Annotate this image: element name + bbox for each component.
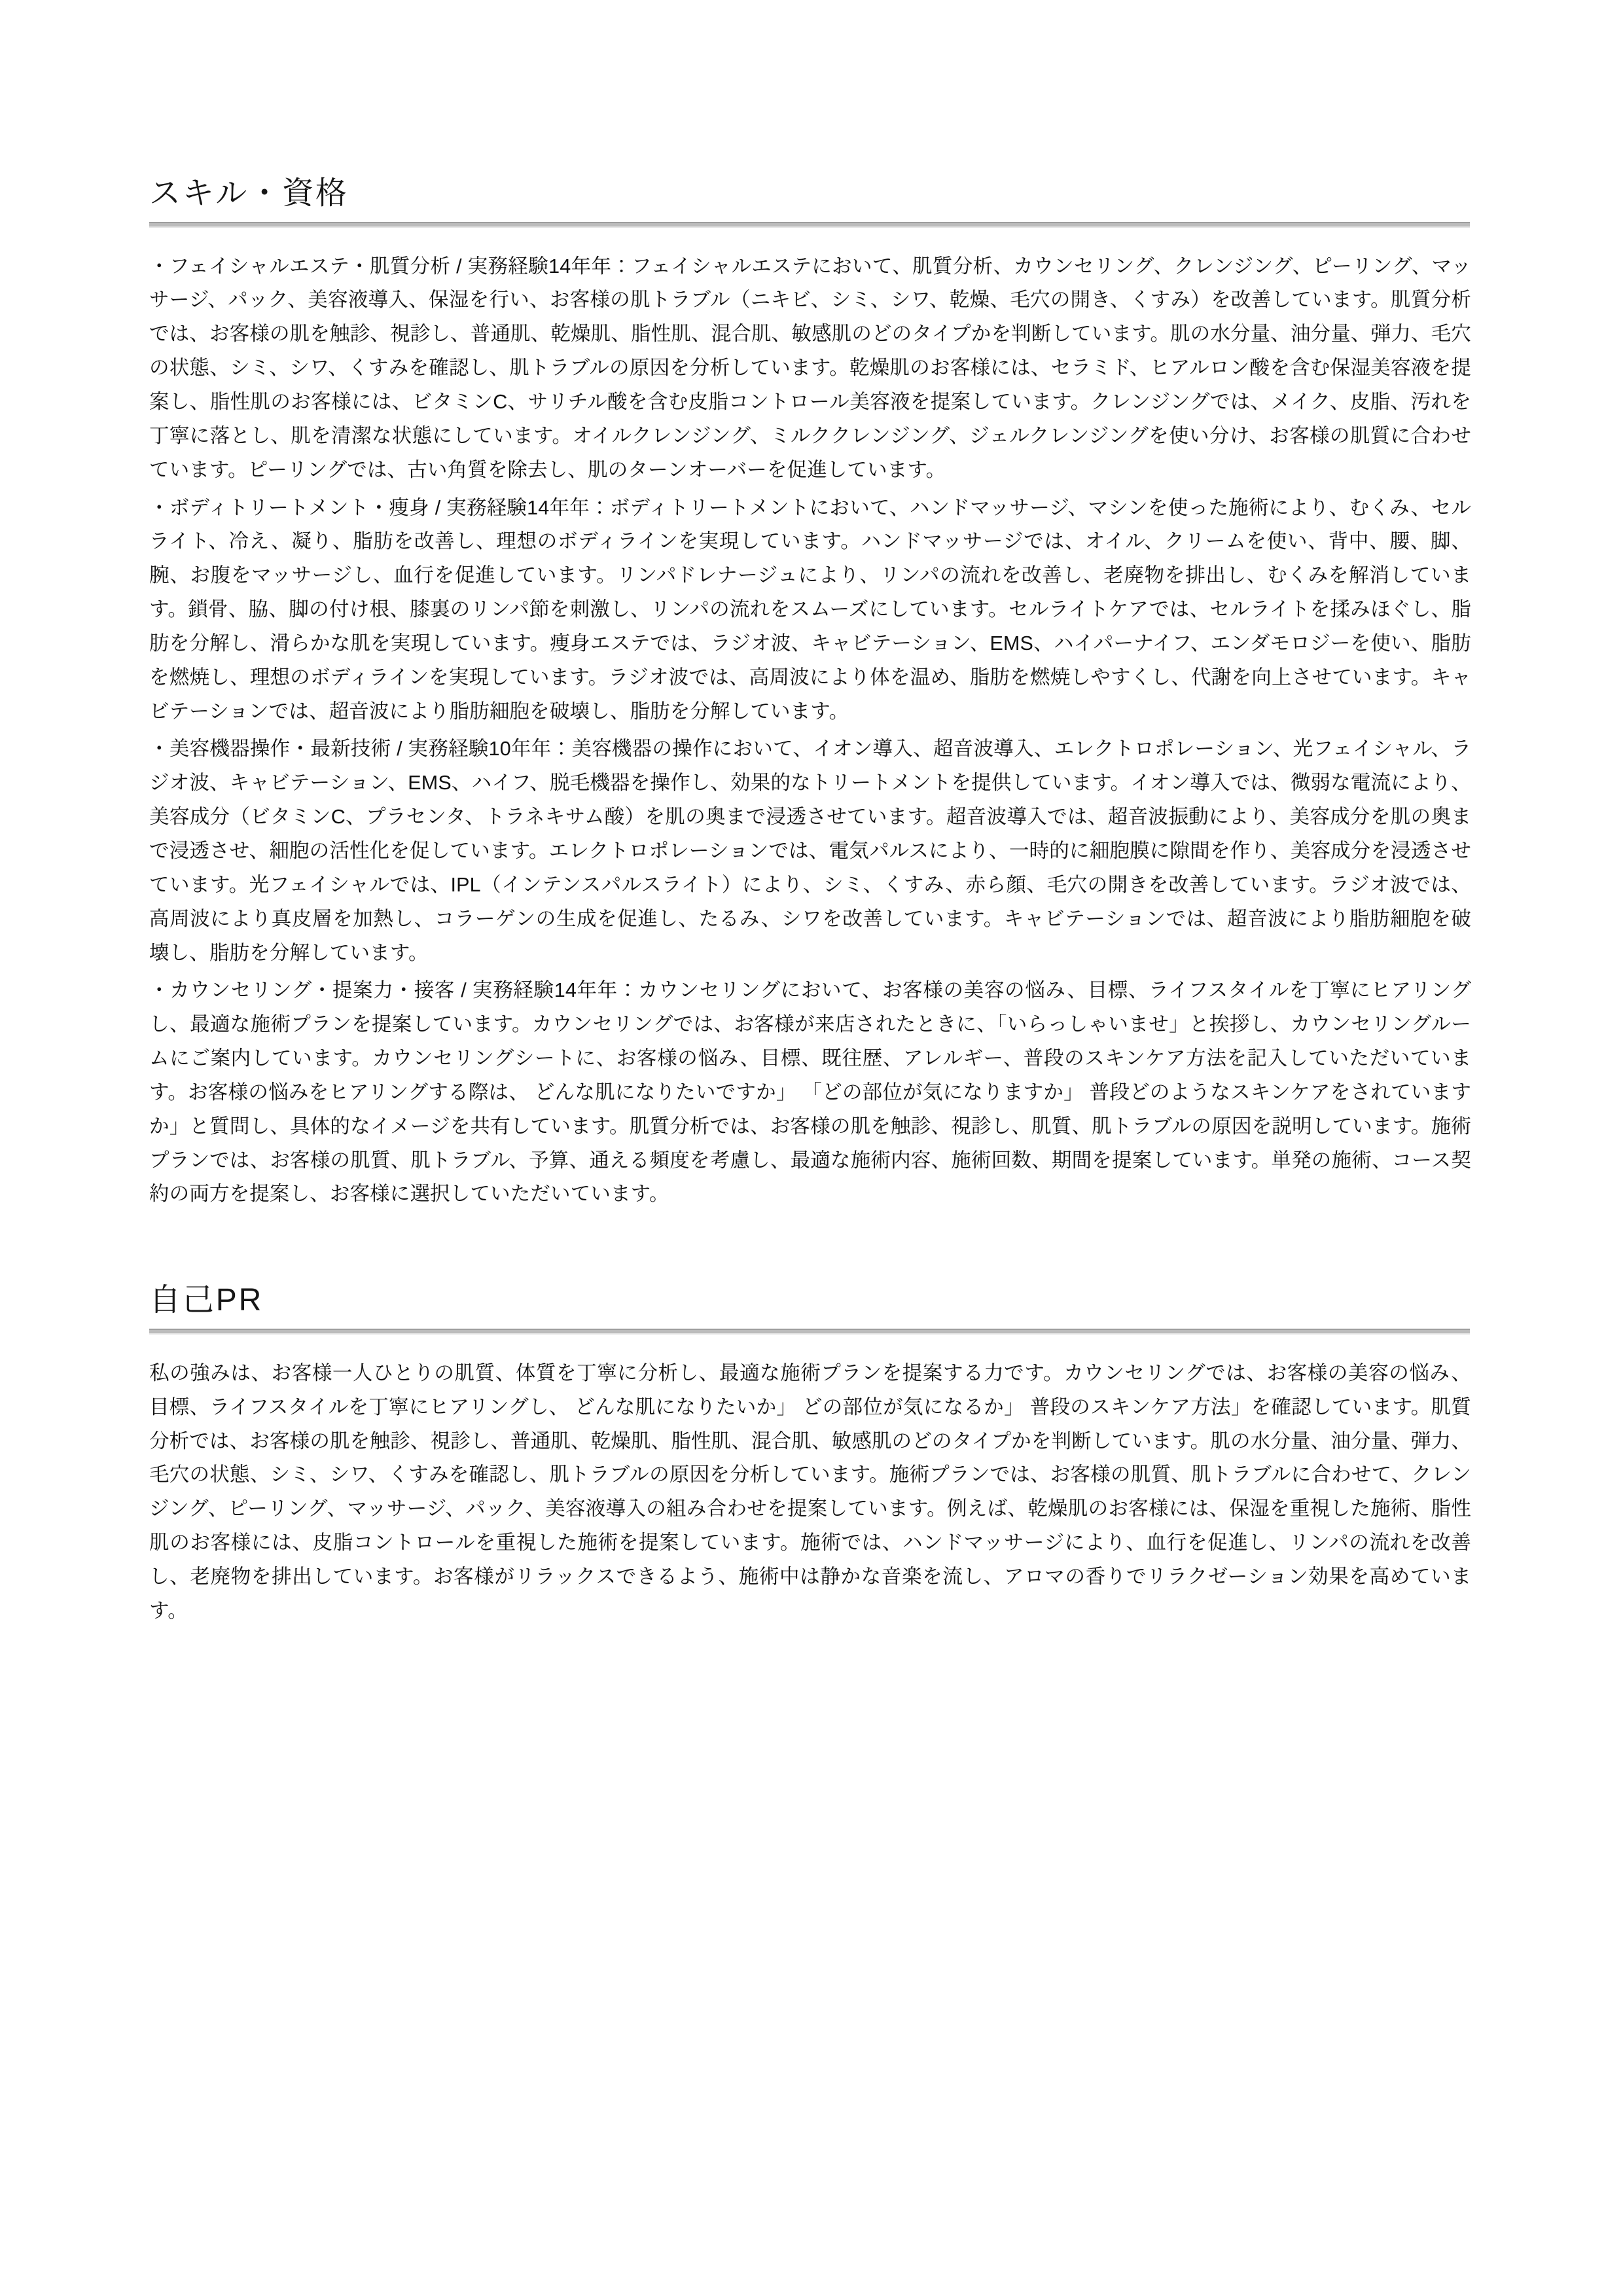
skill-entry-counseling: ・カウンセリング・提案力・接客 / 実務経験14年年：カウンセリングにおいて、お客様の美容の悩み、目標、ライフスタイルを丁寧にヒアリングし、最適な施術プランを提案しています。カウンセリングでは、お客様が来店されたときに、「いらっしゃいませ」と挨拶し、カウンセリングルームにご案内しています。カウンセリングシートに、お客様の悩み、目標、既往歴、アレルギー、普段のスキンケア方法を記入していただいています。お客様の悩みをヒアリングする際は、 どんな肌になりたいですか」 「どの部位が気になりますか」 普段どのようなスキンケアをされていますか」と質問し、具体的なイメージを共有しています。肌質分析では、お客様の肌を触診、視診し、肌質、肌トラブルの原因を説明しています。施術プランでは、お客様の肌質、肌トラブル、予算、通える頻度を考慮し、最適な施術内容、施術回数、期間を提案しています。単発の施術、コース契約の両方を提案し、お客様に選択していただいています。: [149, 979, 1471, 1206]
self-pr-body: [149, 1357, 1471, 1628]
skill-entry-facial: ・フェイシャルエステ・肌質分析 / 実務経験14年年：フェイシャルエステにおいて、肌質分析、カウンセリング、クレンジング、ピーリング、マッサージ、パック、美容液導入、保湿を行い、お客様の肌トラブル（ニキビ、シミ、シワ、乾燥、毛穴の開き、くすみ）を改善しています。肌質分析では、お客様の肌を触診、視診し、普通肌、乾燥肌、脂性肌、混合肌、敏感肌のどのタイプかを判断しています。肌の水分量、油分量、弾力、毛穴の状態、シミ、シワ、くすみを確認し、肌トラブルの原因を分析しています。乾燥肌のお客様には、セラミド、ヒアルロン酸を含む保湿美容液を提案し、脂性肌のお客様には、ビタミンC、サリチル酸を含む皮脂コントロール美容液を提案しています。クレンジングでは、メイク、皮脂、汚れを丁寧に落とし、肌を清潔な状態にしています。オイルクレンジング、ミルククレンジング、ジェルクレンジングを使い分け、お客様の肌質に合わせています。ピーリングでは、古い角質を除去し、肌のターンオーバーを促進しています。: [149, 255, 1471, 481]
section-self-pr: [149, 1282, 1471, 1628]
skill-entry-body-treatment: ・ボディトリートメント・痩身 / 実務経験14年年：ボディトリートメントにおいて、ハンドマッサージ、マシンを使った施術により、むくみ、セルライト、冷え、凝り、脂肪を改善し、理想のボディラインを実現しています。ハンドマッサージでは、オイル、クリームを使い、背中、腰、脚、腕、お腹をマッサージし、血行を促進しています。リンパドレナージュにより、リンパの流れを改善し、老廃物を排出し、むくみを解消しています。鎖骨、脇、脚の付け根、膝裏のリンパ節を刺激し、リンパの流れをスムーズにしています。セルライトケアでは、セルライトを揉みほぐし、脂肪を分解し、滑らかな肌を実現しています。痩身エステでは、ラジオ波、キャビテーション、EMS、ハイパーナイフ、エンダモロジーを使い、脂肪を燃焼し、理想のボディラインを実現しています。ラジオ波では、高周波により体を温め、脂肪を燃焼しやすくし、代謝を向上させています。キャビテーションでは、超音波により脂肪細胞を破壊し、脂肪を分解しています。: [149, 496, 1471, 723]
section-title-skills: スキル・資格: [149, 176, 349, 211]
section-divider-skills: [149, 222, 1470, 228]
skills-body: [149, 250, 1471, 1212]
section-divider-self-pr: [149, 1329, 1470, 1335]
section-title-self-pr: 自己PR: [149, 1283, 264, 1318]
section-skills: [149, 175, 1471, 1211]
skill-entry-equipment: ・美容機器操作・最新技術 / 実務経験10年年：美容機器の操作において、イオン導入、超音波導入、エレクトロポレーション、光フェイシャル、ラジオ波、キャビテーション、EMS、ハイフ、脱毛機器を操作し、効果的なトリートメントを提供しています。イオン導入では、微弱な電流により、美容成分（ビタミンC、プラセンタ、トラネキサム酸）を肌の奥まで浸透させています。超音波導入では、超音波振動により、美容成分を肌の奥まで浸透させ、細胞の活性化を促しています。エレクトロポレーションでは、電気パルスにより、一時的に細胞膜に隙間を作り、美容成分を浸透させています。光フェイシャルでは、IPL（インテンスパルスライト）により、シミ、くすみ、赤ら顔、毛穴の開きを改善しています。ラジオ波では、高周波により真皮層を加熱し、コラーゲンの生成を促進し、たるみ、シワを改善しています。キャビテーションでは、超音波により脂肪細胞を破壊し、脂肪を分解しています。: [149, 738, 1471, 964]
self-pr-paragraph: 私の強みは、お客様一人ひとりの肌質、体質を丁寧に分析し、最適な施術プランを提案する力です。カウンセリングでは、お客様の美容の悩み、目標、ライフスタイルを丁寧にヒアリングし、 どんな肌になりたいか」 どの部位が気になるか」 普段のスキンケア方法」を確認しています。肌質分析では、お客様の肌を触診、視診し、普通肌、乾燥肌、脂性肌、混合肌、敏感肌のどのタイプかを判断しています。肌の水分量、油分量、弾力、毛穴の状態、シミ、シワ、くすみを確認し、肌トラブルの原因を分析しています。施術プランでは、お客様の肌質、肌トラブルに合わせて、クレンジング、ピーリング、マッサージ、パック、美容液導入の組み合わせを提案しています。例えば、乾燥肌のお客様には、保湿を重視した施術、脂性肌のお客様には、皮脂コントロールを重視した施術を提案しています。施術では、ハンドマッサージにより、血行を促進し、リンパの流れを改善し、老廃物を排出しています。お客様がリラックスできるよう、施術中は静かな音楽を流し、アロマの香りでリラクゼーション効果を高めています。: [149, 1361, 1471, 1622]
document-content: [149, 175, 1471, 1628]
